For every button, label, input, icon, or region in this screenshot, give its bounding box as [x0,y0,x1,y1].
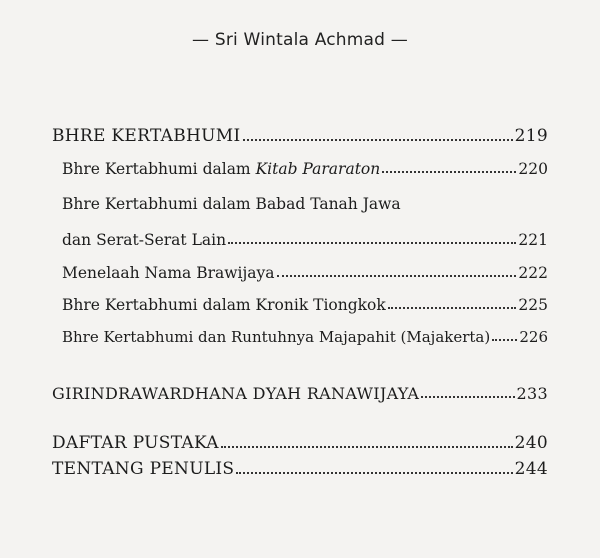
toc-page-number: 221 [518,231,548,249]
dot-leader [382,170,516,173]
toc-entry-title-prefix: Bhre Kertabhumi dalam [62,160,256,178]
dot-leader [388,306,517,309]
dot-leader [236,471,512,474]
toc-page-number: 219 [514,126,548,146]
toc-chapter-bhre-kertabhumi [52,126,548,146]
toc-page-number: 222 [518,264,548,282]
dot-leader [243,138,513,141]
toc-entry-title: Bhre Kertabhumi dan Runtuhnya Majapahit (Majakerta) [62,328,491,346]
toc-page-number: 226 [519,328,548,346]
toc-entry-title: BHRE KERTABHUMI [52,126,241,146]
toc-chapter-girindrawardhana [52,384,548,403]
toc-entry-title [62,160,380,178]
dot-leader [492,338,517,341]
toc-entry-title: TENTANG PENULIS [52,459,235,479]
toc-section-babad-line1: Bhre Kertabhumi dalam Babad Tanah Jawa [62,195,401,213]
toc-section-runtuhnya-majapahit [62,328,548,346]
toc-page-number: 233 [516,384,548,403]
dot-leader [221,445,513,448]
toc-entry-title: dan Serat-Serat Lain [62,231,227,249]
toc-chapter-daftar-pustaka [52,433,548,453]
toc-page-number: 240 [514,433,548,453]
toc-section-kronik-tiongkok [62,296,548,314]
toc-section-pararaton [62,160,548,178]
toc-page-number: 225 [518,296,548,314]
toc-page-number: 220 [518,160,548,178]
toc-section-brawijaya [62,264,548,282]
dot-leader [277,274,517,277]
toc-entry-title: Menelaah Nama Brawijaya [62,264,275,282]
dot-leader [228,241,516,244]
dot-leader [421,395,514,398]
toc-entry-title: DAFTAR PUSTAKA [52,433,219,453]
toc-chapter-tentang-penulis [52,459,548,479]
toc-entry-title-italic: Kitab Pararaton [255,160,381,178]
running-header: — Sri Wintala Achmad — [192,30,408,50]
toc-entry-title: GIRINDRAWARDHANA DYAH RANAWIJAYA [52,384,420,403]
toc-section-babad-line2 [62,231,548,249]
toc-entry-title: Bhre Kertabhumi dalam Kronik Tiongkok [62,296,386,314]
toc-page-number: 244 [514,459,548,479]
